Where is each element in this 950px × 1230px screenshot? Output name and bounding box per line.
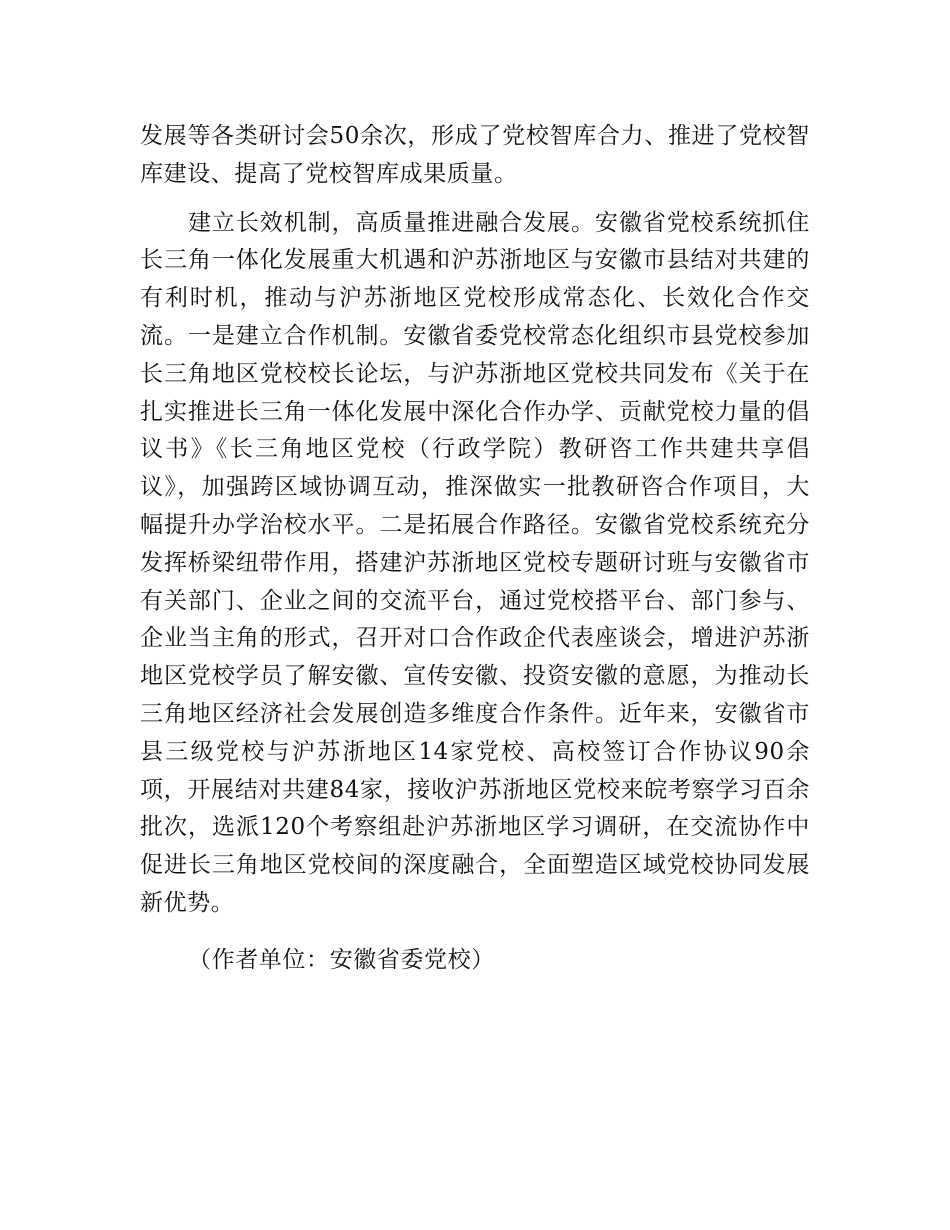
paragraph-long-term-mechanism: 建立长效机制，高质量推进融合发展。安徽省党校系统抓住长三角一体化发展重大机遇和沪苏浙地区与安徽市县结对共建的有利时机，推动与沪苏浙地区党校形成常态化、长效化合作交流。一是建立合作机制。安徽省委党校常态化组织市县党校参加长三角地区党校校长论坛，与沪苏浙地区党校共同发布《关于在扎实推进长三角一体化发展中深化合作办学、贡献党校力量的倡议书》《长三角地区党校（行政学院）教研咨工作共建共享倡议》，加强跨区域协调互动，推深做实一批教研咨合作项目，大幅提升办学治校水平。二是拓展合作路径。安徽省党校系统充分发挥桥梁纽带作用，搭建沪苏浙地区党校专题研讨班与安徽省市有关部门、企业之间的交流平台，通过党校搭平台、部门参与、企业当主角的形式，召开对口合作政企代表座谈会，增进沪苏浙地区党校学员了解安徽、宣传安徽、投资安徽的意愿，为推动长三角地区经济社会发展创造多维度合作条件。近年来，安徽省市县三级党校与沪苏浙地区14家党校、高校签订合作协议90余项，开展结对共建84家，接收沪苏浙地区党校来皖考察学习百余批次，选派120个考察组赴沪苏浙地区学习调研，在交流协作中促进长三角地区党校间的深度融合，全面塑造区域党校协同发展新优势。 <box>140 209 810 916</box>
paragraph-continuation: 发展等各类研讨会50余次，形成了党校智库合力、推进了党校智库建设、提高了党校智库成果质量。 <box>140 123 810 187</box>
document-page <box>140 118 810 980</box>
author-affiliation: （作者单位：安徽省委党校） <box>188 946 495 973</box>
